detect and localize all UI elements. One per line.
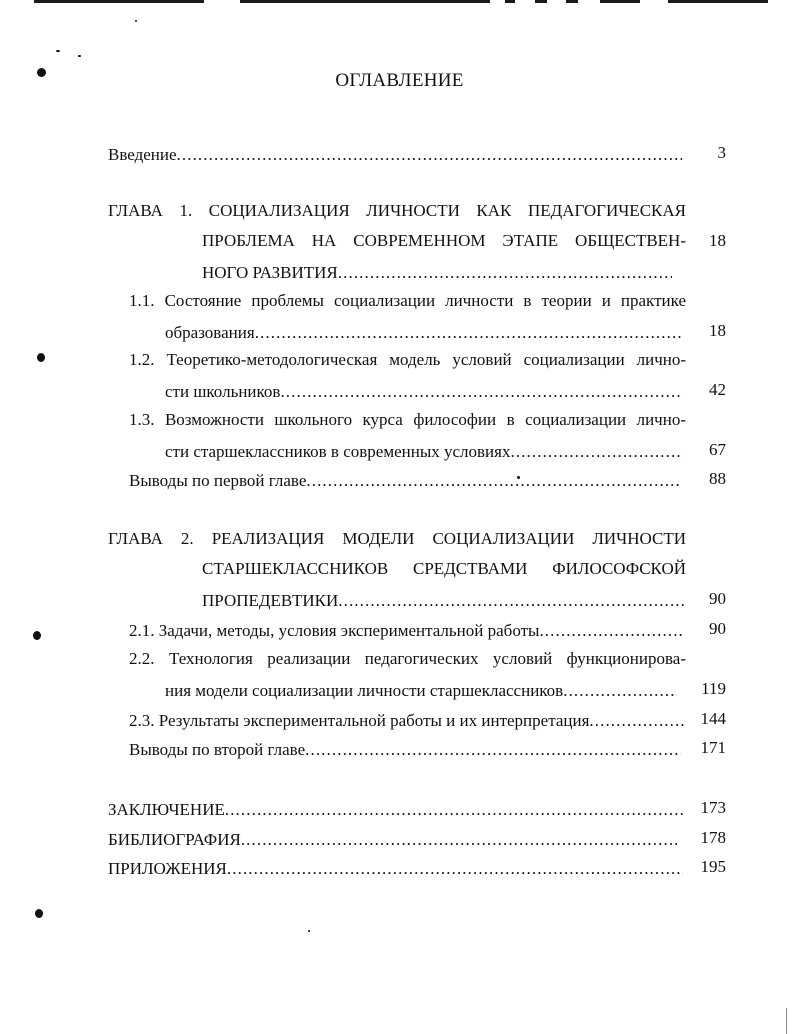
dot-leader: [306, 471, 681, 491]
dot-leader: [225, 800, 683, 820]
dot-leader: [338, 263, 672, 283]
dot-leader: [227, 859, 683, 879]
toc-entry-chapter-2-conclusions: [129, 738, 681, 760]
toc-entry-label: БИБЛИОГРАФИЯ: [108, 830, 241, 849]
toc-entry-section-2-1: [129, 619, 684, 641]
toc-entry-conclusion: [108, 798, 683, 820]
toc-page-number: 42: [709, 380, 726, 399]
toc-entry-section-1-1-cont: [165, 321, 683, 343]
chapter-2-heading-end: [202, 589, 684, 611]
toc-entry-intro: [108, 143, 682, 165]
chapter-1-heading: ГЛАВА 1. СОЦИАЛИЗАЦИЯ ЛИЧНОСТИ КАК ПЕДАГОГИЧЕСКАЯ: [108, 201, 686, 220]
toc-entry-label: ПРИЛОЖЕНИЯ: [108, 859, 227, 878]
scan-edge-segment: [566, 0, 578, 3]
dot-leader: [280, 382, 683, 402]
toc-entry-label: Введение: [108, 145, 177, 164]
chapter-1-heading-cont: ПРОБЛЕМА НА СОВРЕМЕННОМ ЭТАПЕ ОБЩЕСТВЕН-: [202, 231, 686, 250]
toc-entry-section-1-3: 1.3. Возможности школьного курса философии в социализации лично-: [129, 410, 686, 429]
dot-leader: [539, 621, 684, 641]
scan-speck: [56, 50, 60, 52]
toc-page-number: 67: [709, 440, 726, 459]
toc-page-number: 18: [709, 231, 726, 250]
scan-edge-mark: [786, 1008, 787, 1034]
dot-leader: [510, 442, 683, 462]
chapter-1-heading-end: [202, 261, 672, 283]
toc-page-number: 90: [709, 589, 726, 608]
toc-page-number: 144: [700, 709, 726, 728]
toc-entry-bibliography: [108, 828, 677, 850]
toc-entry-label: сти старшеклассников в современных условиях: [165, 442, 511, 461]
toc-entry-label: 2.3. Результаты экспериментальной работы и их интерпретация: [129, 711, 590, 730]
dot-leader: [177, 145, 682, 165]
toc-page-number: 88: [709, 469, 726, 488]
toc-entry-section-1-1: 1.1. Состояние проблемы социализации личности в теории и практике: [129, 291, 686, 310]
dot-leader: [255, 323, 683, 343]
dot-leader: [338, 591, 684, 611]
scan-speck: [308, 930, 310, 932]
toc-page-number: 18: [709, 321, 726, 340]
toc-entry-label: ЗАКЛЮЧЕНИЕ: [108, 800, 225, 819]
toc-entry-section-1-2-cont: [165, 380, 683, 402]
toc-entry-label: 2.1. Задачи, методы, условия экспериментальной работы: [129, 621, 540, 640]
chapter-2-heading: ГЛАВА 2. РЕАЛИЗАЦИЯ МОДЕЛИ СОЦИАЛИЗАЦИИ ЛИЧНОСТИ: [108, 529, 686, 548]
scan-edge-segment: [600, 0, 640, 3]
toc-entry-label: Выводы по первой главе: [129, 471, 307, 490]
binder-hole-mark: [35, 909, 43, 918]
toc-entry-label: образования: [165, 323, 255, 342]
toc-entry-label: НОГО РАЗВИТИЯ: [202, 263, 338, 282]
scan-edge-segment: [240, 0, 490, 3]
page-title: ОГЛАВЛЕНИЕ: [335, 70, 464, 91]
toc-entry-label: Выводы по второй главе: [129, 740, 306, 759]
toc-entry-section-2-3: [129, 709, 684, 731]
toc-page-number: 195: [700, 857, 726, 876]
scan-speck: [78, 55, 81, 57]
dot-leader: [305, 740, 681, 760]
toc-page-number: 171: [700, 738, 726, 757]
toc-entry-section-2-2-cont: [165, 679, 677, 701]
scan-speck: [135, 20, 137, 22]
toc-page-number: 119: [701, 679, 726, 698]
toc-page-number: 178: [700, 828, 726, 847]
toc-entry-label: ПРОПЕДЕВТИКИ: [202, 591, 339, 610]
binder-hole-mark: [33, 631, 41, 640]
scan-edge-segment: [668, 0, 768, 3]
toc-entry-label: ния модели социализации личности старшеклассников: [165, 681, 564, 700]
toc-entry-section-1-2: 1.2. Теоретико-методологическая модель условий социализации лично-: [129, 350, 686, 369]
toc-entry-chapter-1-conclusions: [129, 469, 681, 491]
chapter-2-heading-cont: СТАРШЕКЛАССНИКОВ СРЕДСТВАМИ ФИЛОСОФСКОЙ: [202, 559, 686, 578]
scan-edge-segment: [535, 0, 547, 3]
toc-page-number: 173: [700, 798, 726, 817]
toc-entry-label: сти школьников: [165, 382, 281, 401]
toc-page-number: 90: [709, 619, 726, 638]
dot-leader: [563, 681, 677, 701]
scan-edge-segment: [505, 0, 515, 3]
dot-leader: [241, 830, 677, 850]
toc-page-number: 3: [717, 143, 726, 162]
scan-top-border: [0, 0, 799, 8]
binder-hole-mark: [37, 353, 45, 362]
toc-entry-appendices: [108, 857, 683, 879]
toc-entry-section-2-2: 2.2. Технология реализации педагогических условий функционирова-: [129, 649, 686, 668]
scan-edge-segment: [34, 0, 204, 3]
toc-entry-section-1-3-cont: [165, 440, 683, 462]
dot-leader: [589, 711, 684, 731]
